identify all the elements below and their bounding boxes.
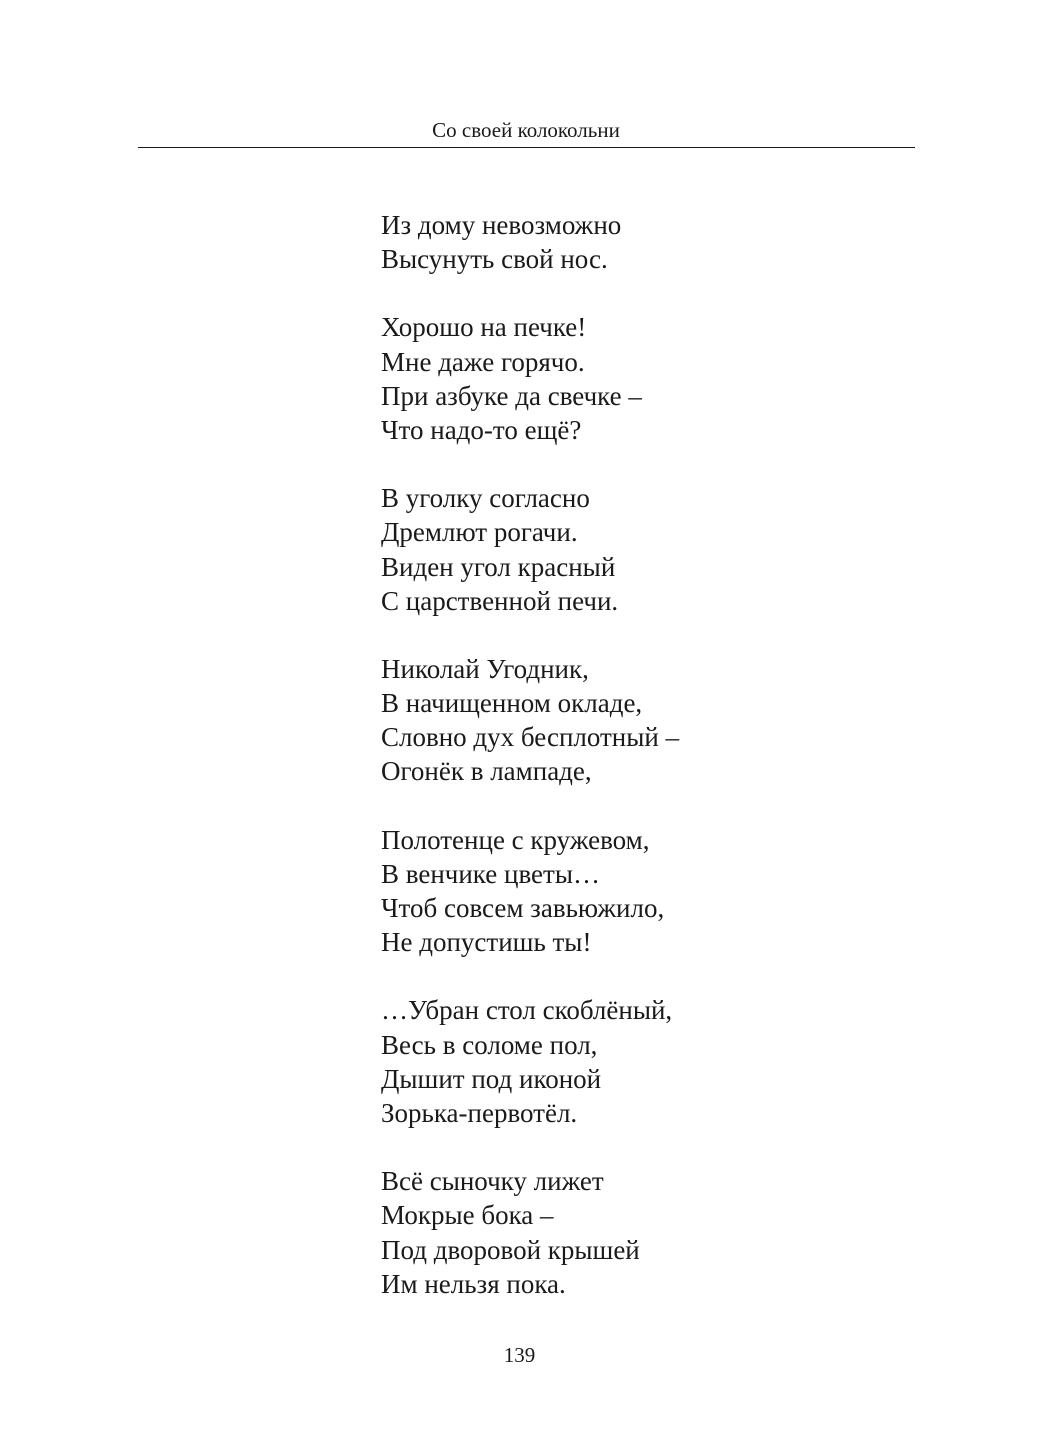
poem-line: Хорошо на печке! [381,312,587,343]
poem [381,208,901,1335]
poem-line: При азбуке да свечке – [381,380,642,411]
poem-line: Из дому невозможно [381,210,622,240]
poem-line: Словно дух бесплотный – [381,722,680,753]
poem-line: Весь в соломе пол, [381,1029,598,1060]
stanza [381,652,901,789]
stanza [381,208,901,276]
poem-line: В венчике цветы… [381,858,600,889]
poem-line: …Убран стол скоблёный, [381,995,673,1026]
running-header: Со своей колокольни [432,118,620,142]
poem-line: Дышит под иконой [381,1063,602,1094]
poem-line: Полотенце с кружевом, [381,824,650,855]
poem-line: Зорька-первотёл. [381,1097,578,1128]
poem-line: Дремлют рогачи. [381,517,578,548]
stanza [381,1164,901,1301]
poem-line: Под дворовой крышей [381,1234,640,1265]
stanza [381,481,901,618]
stanza [381,823,901,960]
poem-line: Высунуть свой нос. [381,244,608,275]
poem-line: В начищенном окладе, [381,688,643,719]
poem-line: Им нельзя пока. [381,1268,566,1299]
stanza [381,310,901,447]
poem-line: Огонёк в лампаде, [381,756,592,787]
poem-line: Что надо-то ещё? [381,414,582,445]
poem-line: Мокрые бока – [381,1200,554,1231]
poem-line: Чтоб совсем завьюжило, [381,893,665,923]
page-number: 139 [503,1343,536,1367]
poem-line: С царственной печи. [381,585,619,616]
poem-line: Всё сыночку лижет [381,1166,604,1197]
poem-line: В уголку согласно [381,483,590,514]
poem-line: Мне даже горячо. [381,346,585,377]
poem-line: Не допустишь ты! [381,927,592,958]
poem-line: Виден угол красный [381,551,616,582]
poem-line: Николай Угодник, [381,653,589,684]
header-rule [138,147,915,148]
stanza [381,993,901,1130]
